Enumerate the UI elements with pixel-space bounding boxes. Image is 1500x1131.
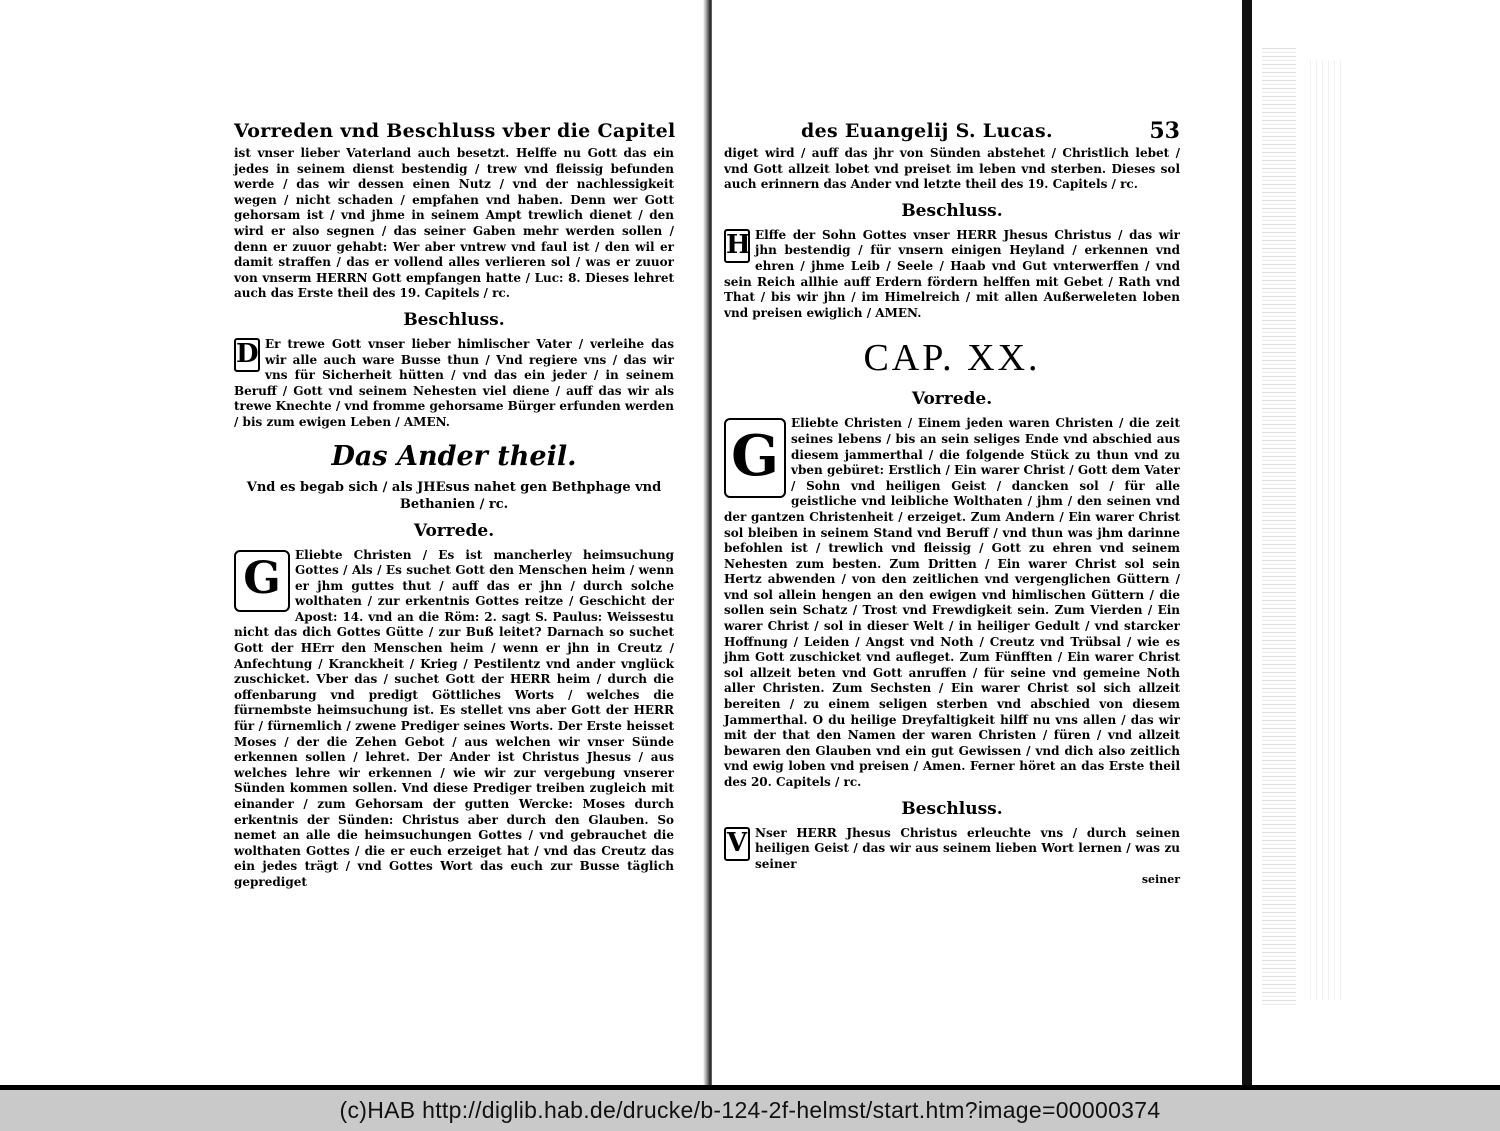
chapter-title: CAP. XX.: [863, 337, 1041, 380]
left-text-column: [234, 116, 674, 891]
bleed-through-texture: [1262, 48, 1296, 1008]
bleed-through-texture-2: [1305, 60, 1345, 1000]
right-header-row: [724, 116, 1180, 146]
left-vorrede-paragraph: [234, 548, 674, 891]
right-text-column: [724, 116, 1180, 886]
left-beschluss-initial: D: [234, 338, 260, 372]
right-beschluss-text: Elffe der Sohn Gottes vnser HERR Jhesus Christus / das wir jhn bestendig / für vnsern einigen Heyland / erkennen vnd ehren / jhme Leib / Seele / Haab vnd Gut vnterwerffen / vnd sein Reich allhie auff Erdern fördern helffen mit Gebet / Rath vnd That / bis wir jhn / im Himelreich / mit allen Außerweleten loben vnd preisen ewiglich / AMEN.: [724, 227, 1180, 320]
right-catchword: seiner: [1141, 873, 1180, 887]
left-running-title: Vorreden vnd Beschluss vber die Capitel: [234, 120, 676, 142]
right-beschluss2-paragraph: [724, 826, 1180, 873]
right-beschluss-heading: Beschluss.: [901, 200, 1003, 221]
page-edge-shadow: [1242, 0, 1252, 1085]
right-vorrede-heading: Vorrede.: [911, 389, 993, 410]
left-beschluss-text: Er trewe Gott vnser lieber himlischer Vater / verleihe das wir alle auch ware Busse thun / Vnd regiere vns / das wir vns für Sicherheit hütten / vnd das ein jeder / in seinem Beruff / Gott vnd seinem Nehesten viel diene / auff das wir als trewe Knechte / vnd fromme gehorsame Bürger erfunden werden / bis zum ewigen Leben / AMEN.: [234, 336, 674, 429]
copyright-footer: (c)HAB http://diglib.hab.de/drucke/b-124-2f-helmst/start.htm?image=00000374: [0, 1090, 1500, 1131]
right-beschluss-initial: H: [724, 229, 750, 263]
right-beschluss2-heading: Beschluss.: [901, 798, 1003, 819]
left-intro: Vnd es begab sich / als JHEsus nahet gen Bethphage vnd Bethanien / rc.: [246, 479, 662, 512]
right-beschluss-paragraph: [724, 228, 1180, 322]
left-vorrede-heading: Vorrede.: [413, 520, 495, 541]
right-beschluss2-text: Nser HERR Jhesus Christus erleuchte vns / durch seinen heiligen Geist / das wir aus seinem lieben Wort lernen / was zu seiner: [755, 825, 1180, 871]
left-beschluss-heading: Beschluss.: [403, 309, 505, 330]
page-number: 53: [1149, 118, 1180, 144]
right-vorrede-text: Eliebte Christen / Einem jeden waren Christen / die zeit seines lebens / bis an sein seliges Ende vnd abschied aus diesem jammerthal / die folgende Stück zu thun vnd zu vben gebüret: Erstlich / Ein warer Christ / Gott dem Vater / Sohn vnd heiligen Geist / dancken sol / für alle geistliche vnd leibliche Wolthaten / jhm / den seinen vnd der gantzen Christenheit / erzeiget. Zum Andern / Ein warer Christ sol bleiben in seinem Stand vnd Beruff / vnd thun was jhm darinne befohlen ist / trewlich vnd fleissig / Gott zu ehren vnd seinem Nehesten zum besten. Zum Dritten / Ein warer Christ sol sein Hertz abwenden / von den zeitlichen vnd vergenglichen Güttern / vnd sol allein hengen an den ewigen vnd himlischen Güttern / die sollen sein Schatz / Trost vnd Frewdigkeit sein. Zum Vierden / Ein warer Christ / sol in dieser Welt / in heiliger Gedult / vnd starcker Hoffnung / Leiden / Angst vnd Noth / Creutz vnd Trübsal / wie es jhm Gott zuschicket vnd aufleget. Zum Fünfften / Ein warer Christ sol allzeit beten vnd Gott anruffen / für seine vnd gemeine Noth aller Christen. Zum Sechsten / Ein warer Christ sol sich allzeit bereiten / zu einem seligen sterben vnd abschied von diesem Jammerthal. O du heilige Dreyfaltigkeit hilff nu vns allen / das wir mit der that den Namen der waren Christen / füren / vnd allzeit bewaren den Glauben vnd ein gut Gewissen / vnd dich also zeitlich vnd ewig loben vnd preisen / Amen. Ferner höret an das Erste theil des 20. Capitels / rc.: [724, 416, 1180, 789]
right-beschluss2-initial: V: [724, 827, 750, 861]
right-vorrede-initial: G: [724, 418, 786, 498]
right-paragraph-1: diget wird / auff das jhr von Sünden abstehet / Christlich lebet / vnd Gott allzeit lobet vnd preiset im leben vnd sterben. Dieses sol auch erinnern das Ander vnd letzte theil des 19. Capitels / rc.: [724, 146, 1180, 192]
left-vorrede-text: Eliebte Christen / Es ist mancherley heimsuchung Gottes / Als / Es suchet Gott den Menschen heim / wenn er jhm guttes thut / auff das er jhn / durch solche wolthaten / zur erkentnis Gottes reitze / Geschicht der Apost: 14. vnd an die Röm: 2. sagt S. Paulus: Weissestu nicht das dich Gottes Gütte / zur Buß leitet? Darnach so suchet Gott der HErr den Menschen heim / wenn er jhn in Creutz / Anfechtung / Kranckheit / Krieg / Pestilentz vnd ander vnglück zuschicket. Vber das / suchet Gott der HERR heim / durch die offenbarung vnd predigt Göttliches Worts / welches die fürnembste heimsuchung ist. Es stellet vns aber Gott der HERR für / fürnemlich / zwene Prediger seines Worts. Der Erste heisset Moses / der die Zehen Gebot / aus welchen wir vnser Sünde erkennen sollen / lehret. Der Ander ist Christus Jhesus / aus welches lehre wir erkennen / wie wir zur vergebung vnserer Sünden kommen sollen. Vnd diese Prediger treiben zugleich mit einander / zum Gehorsam der gutten Wercke: Moses durch erkentnis der Sünden: Christus aber durch den Glauben. So nemet an alle die heimsuchungen Gottes / vnd gebrauchet die wolthaten Gottes / die er euch erzeiget hat / vnd das Creutz das ein jedes trägt / vnd Gottes Wort das euch zur Busse täglich geprediget: [234, 547, 674, 889]
right-running-title: des Euangelij S. Lucas.: [801, 120, 1053, 142]
right-vorrede-paragraph: [724, 416, 1180, 790]
left-paragraph-1: ist vnser lieber Vaterland auch besetzt. Helffe nu Gott das ein jedes in seinem dienst bestendig / trew vnd fleissig befunden werde / das wir dessen einen Nutz / vnd der nachlessigkeit wegen / nicht schaden / empfahen vnd haben. Denn wer Gott gehorsam ist / vnd jhme in seinem Ampt trewlich dienet / den wird er also segnen / das seiner Gaben mehr werden sollen / denn er zuuor gehabt: Wer aber vntrew vnd faul ist / den wil er damit straffen / das er vollend alles verlieren sol / was er zuuor von vnserm HERRN Gott empfangen hatte / Luc: 8. Dieses lehret auch das Erste theil des 19. Capitels / rc.: [234, 146, 674, 301]
left-page: [0, 0, 705, 1085]
right-page: [712, 0, 1242, 1085]
left-part-title: Das Ander theil.: [331, 440, 577, 472]
left-vorrede-initial: G: [234, 550, 290, 612]
left-beschluss-paragraph: [234, 337, 674, 431]
